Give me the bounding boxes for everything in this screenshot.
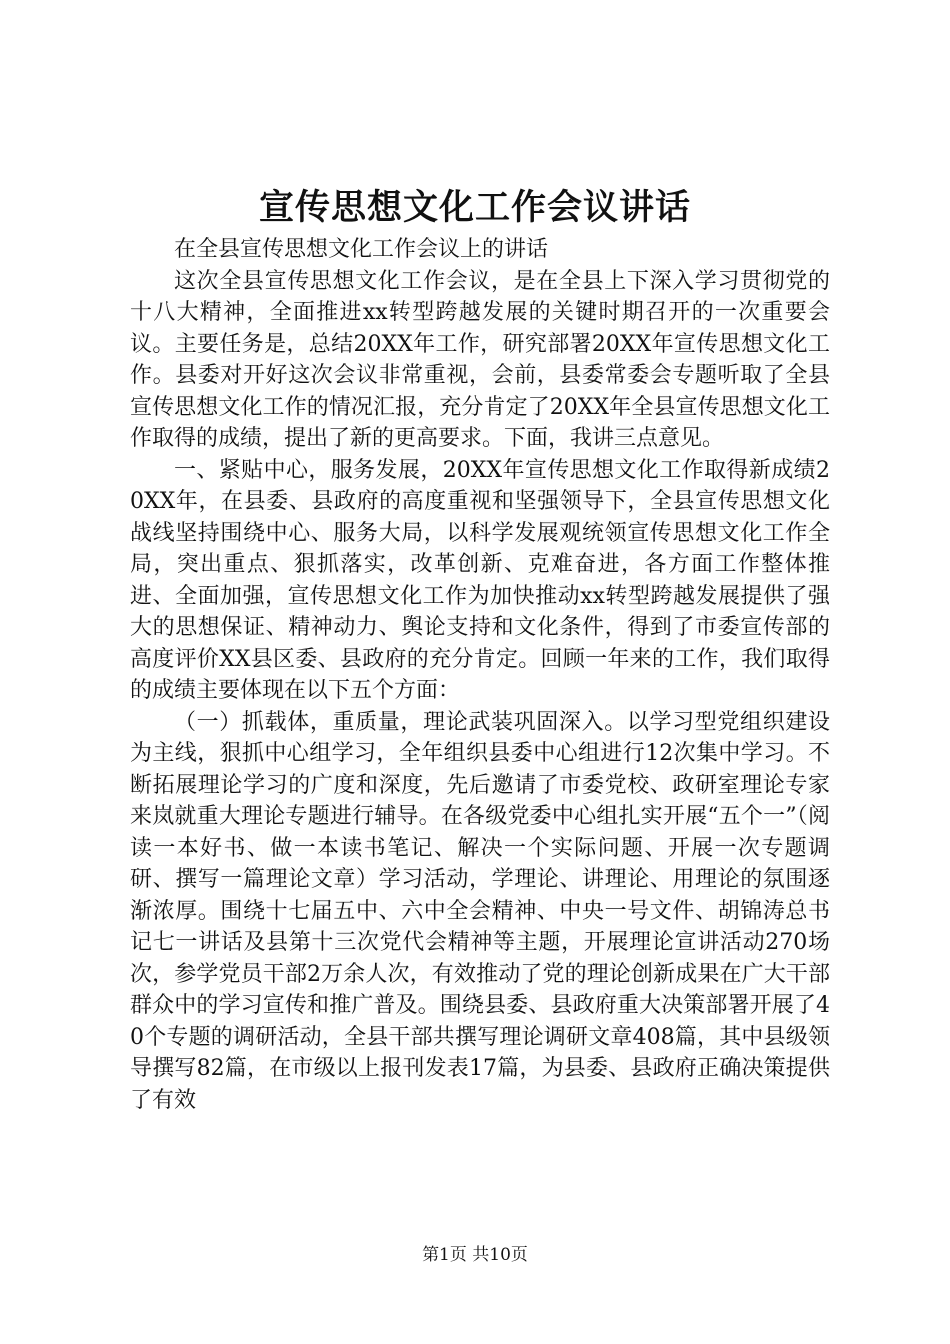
subsection-one-paragraph: （一）抓载体，重质量，理论武装巩固深入。以学习型党组织建设为主线，狠抓中心组学习，全年组织县委中心组进行12次集中学习。不断拓展理论学习的广度和深度，先后邀请了市委党校、政研室理论专家来岚就重大理论专题进行辅导。在各级党委中心组扎实开展“五个一”（阅读一本好书、做一本读书笔记、解决一个实际问题、开展一次专题调研、撰写一篇理论文章）学习活动，学理论、讲理论、用理论的氛围逐渐浓厚。围绕十七届五中、六中全会精神、中央一号文件、胡锦涛总书记七一讲话及县第十三次党代会精神等主题，开展理论宣讲活动270场次，参学党员干部2万余人次，有效推动了党的理论创新成果在广大干部群众中的学习宣传和推广普及。围绕县委、县政府重大决策部署开展了40个专题的调研活动，全县干部共撰写理论调研文章408篇，其中县级领导撰写82篇，在市级以上报刊发表17篇，为县委、县政府正确决策提供了有效 — [130, 709, 830, 1113]
subtitle-paragraph: 在全县宣传思想文化工作会议上的讲话 — [174, 237, 549, 262]
document-title: 宣传思想文化工作会议讲话 — [258, 187, 691, 228]
section-one-paragraph: 一、紧贴中心，服务发展，20XX年宣传思想文化工作取得新成绩20XX年，在县委、县政府的高度重视和坚强领导下，全县宣传思想文化战线坚持围绕中心、服务大局，以科学发展观统领宣传思想文化工作全局，突出重点、狠抓落实，改革创新、克难奋进，各方面工作整体推进、全面加强，宣传思想文化工作为加快推动xx转型跨越发展提供了强大的思想保证、精神动力、舆论支持和文化条件，得到了市委宣传部的高度评价XX县区委、县政府的充分肯定。回顾一年来的工作，我们取得的成绩主要体现在以下五个方面： — [130, 457, 830, 703]
page-footer: 第1页 共10页 — [422, 1245, 528, 1265]
intro-paragraph: 这次全县宣传思想文化工作会议，是在全县上下深入学习贯彻党的十八大精神，全面推进xx转型跨越发展的关键时期召开的一次重要会议。主要任务是，总结20XX年工作，研究部署20XX年宣传思想文化工作。县委对开好这次会议非常重视，会前，县委常委会专题听取了全县宣传思想文化工作的情况汇报，充分肯定了20XX年全县宣传思想文化工作取得的成绩，提出了新的更高要求。下面，我讲三点意见。 — [130, 268, 830, 451]
document-body — [130, 234, 830, 1116]
